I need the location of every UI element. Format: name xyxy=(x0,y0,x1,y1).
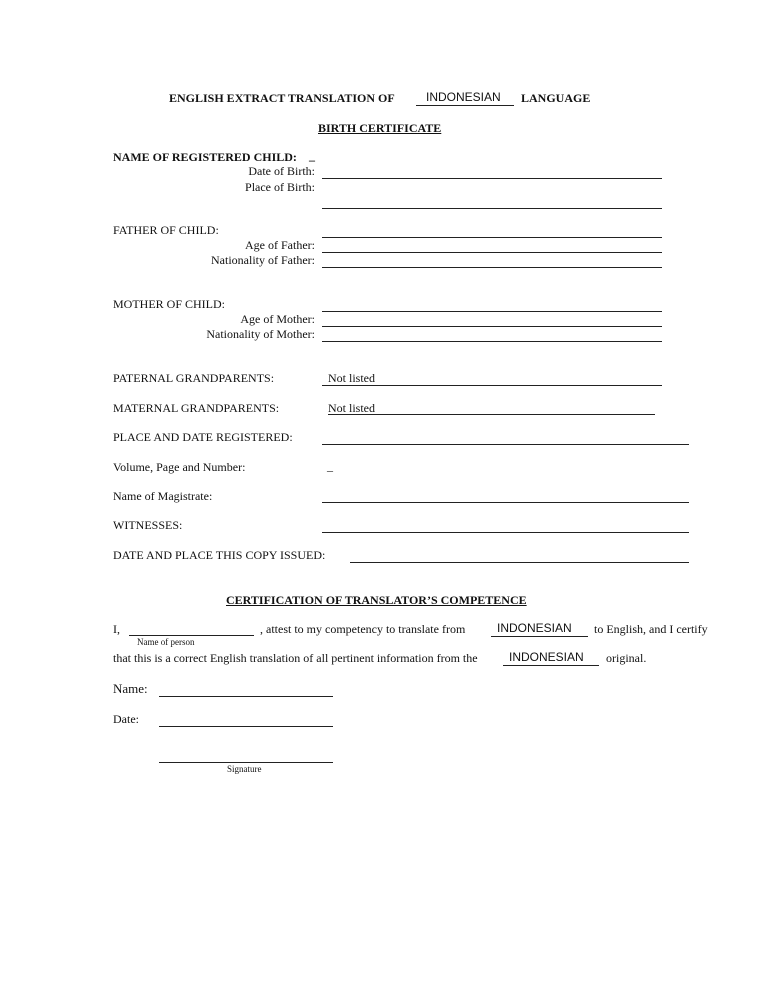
copy-issued-label: DATE AND PLACE THIS COPY ISSUED: xyxy=(113,548,326,562)
volume-page-number-mark: _ xyxy=(327,459,333,473)
magistrate-label: Name of Magistrate: xyxy=(113,489,213,503)
maternal-grandparents-line[interactable] xyxy=(328,414,655,415)
date-of-birth-label: Date of Birth: xyxy=(248,164,315,178)
nationality-mother-label: Nationality of Mother: xyxy=(206,327,315,341)
nationality-father-label: Nationality of Father: xyxy=(211,253,315,267)
magistrate-line[interactable] xyxy=(322,502,689,503)
name-label: Name: xyxy=(113,681,148,696)
father-name-line[interactable] xyxy=(322,237,662,238)
copy-issued-line[interactable] xyxy=(350,562,689,563)
date-label: Date: xyxy=(113,712,139,726)
date-line[interactable] xyxy=(159,726,333,727)
nationality-father-line[interactable] xyxy=(322,267,662,268)
header-suffix: LANGUAGE xyxy=(521,91,591,105)
attest-text: , attest to my competency to translate from xyxy=(260,622,466,636)
paternal-grandparents-line[interactable] xyxy=(322,385,662,386)
original-language-line xyxy=(503,665,599,666)
from-language: INDONESIAN xyxy=(497,621,572,635)
child-label: NAME OF REGISTERED CHILD: xyxy=(113,150,297,164)
place-date-registered-label: PLACE AND DATE REGISTERED: xyxy=(113,430,293,444)
date-of-birth-line[interactable] xyxy=(322,178,662,179)
place-of-birth-line[interactable] xyxy=(322,208,662,209)
cert-line2-text: that this is a correct English translation of all pertinent information from the xyxy=(113,651,478,665)
maternal-grandparents-label: MATERNAL GRANDPARENTS: xyxy=(113,401,280,415)
volume-page-number-label: Volume, Page and Number: xyxy=(113,460,246,474)
name-line[interactable] xyxy=(159,696,333,697)
place-of-birth-label: Place of Birth: xyxy=(245,180,315,194)
from-language-line xyxy=(491,636,588,637)
child-underscore: _ xyxy=(309,149,315,163)
original-language: INDONESIAN xyxy=(509,650,584,664)
age-father-line[interactable] xyxy=(322,252,662,253)
paternal-grandparents-label: PATERNAL GRANDPARENTS: xyxy=(113,371,275,385)
cert-i-label: I, xyxy=(113,622,120,636)
maternal-grandparents-value: Not listed xyxy=(328,401,375,415)
mother-name-line[interactable] xyxy=(322,311,662,312)
header-language: INDONESIAN xyxy=(426,90,501,104)
to-english-text: to English, and I certify xyxy=(594,622,708,636)
witnesses-line[interactable] xyxy=(322,532,689,533)
age-mother-label: Age of Mother: xyxy=(240,312,315,326)
paternal-grandparents-value: Not listed xyxy=(328,371,375,385)
header-language-line xyxy=(416,105,514,106)
signature-line[interactable] xyxy=(159,762,333,763)
signature-caption: Signature xyxy=(227,764,262,774)
age-mother-line[interactable] xyxy=(322,326,662,327)
name-of-person-caption: Name of person xyxy=(137,637,195,647)
document-title: BIRTH CERTIFICATE xyxy=(318,121,442,135)
witnesses-label: WITNESSES: xyxy=(113,518,183,532)
father-label: FATHER OF CHILD: xyxy=(113,223,219,237)
translator-name-line[interactable] xyxy=(129,635,254,636)
certification-title: CERTIFICATION OF TRANSLATOR’S COMPETENCE xyxy=(226,593,527,607)
age-father-label: Age of Father: xyxy=(245,238,315,252)
original-text: original. xyxy=(606,651,647,665)
mother-label: MOTHER OF CHILD: xyxy=(113,297,226,311)
nationality-mother-line[interactable] xyxy=(322,341,662,342)
place-date-registered-line[interactable] xyxy=(322,444,689,445)
header-prefix: ENGLISH EXTRACT TRANSLATION OF xyxy=(169,91,395,105)
